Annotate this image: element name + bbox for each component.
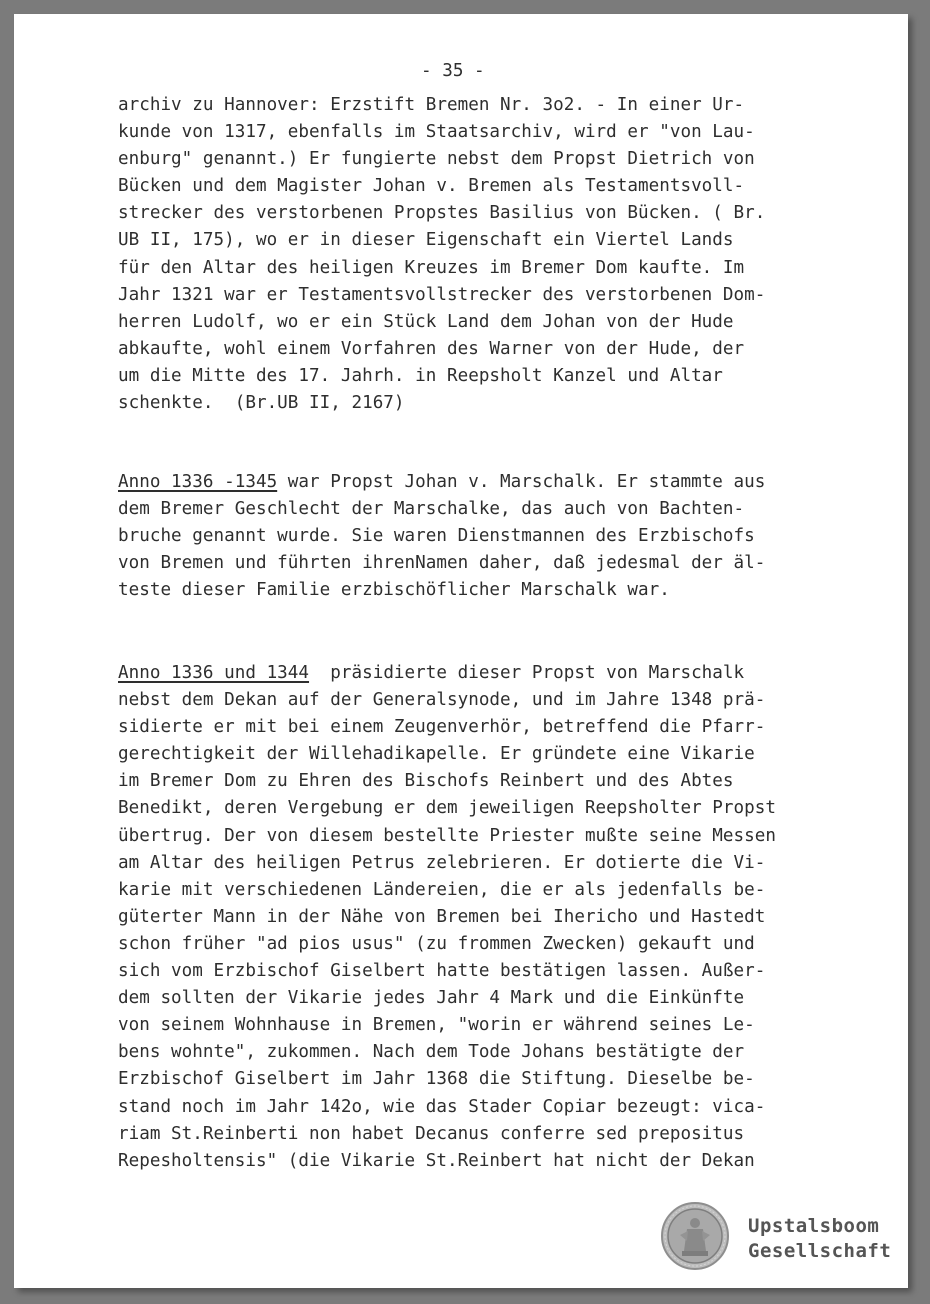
- paragraph-2: [118, 469, 765, 604]
- text-line-first: [118, 469, 765, 496]
- text-line-first: [118, 660, 776, 687]
- society-name-line-1: Upstalsboom: [748, 1215, 880, 1237]
- society-name-line-2: Gesellschaft: [748, 1240, 892, 1262]
- page-number: - 35 -: [421, 61, 485, 81]
- text-line: kunde von 1317, ebenfalls im Staatsarchiv, wird er "von Lau-: [118, 122, 755, 143]
- text-line: abkaufte, wohl einem Vorfahren des Warner von der Hude, der: [118, 338, 745, 359]
- text-line: am Altar des heiligen Petrus zelebrieren. Er dotierte die Vi-: [118, 852, 766, 873]
- text-line: karie mit verschiedenen Ländereien, die er als jedenfalls be-: [118, 879, 766, 900]
- text-line: UB II, 175), wo er in dieser Eigenschaft ein Viertel Lands: [118, 230, 734, 251]
- text-line: schenkte. (Br.UB II, 2167): [118, 393, 405, 414]
- text-line: bens wohnte", zukommen. Nach dem Tode Johans bestätigte der: [118, 1042, 745, 1063]
- text-line: strecker des verstorbenen Propstes Basilius von Bücken. ( Br.: [118, 203, 766, 224]
- text-line: teste dieser Familie erzbischöflicher Marschalk war.: [118, 580, 670, 601]
- society-seal-icon: [660, 1201, 730, 1271]
- text-line: riam St.Reinberti non habet Decanus conferre sed prepositus: [118, 1123, 745, 1144]
- document-page: [14, 14, 908, 1288]
- text-line: im Bremer Dom zu Ehren des Bischofs Reinbert und des Abtes: [118, 771, 734, 792]
- text-line-rest: präsidierte dieser Propst von Marschalk: [309, 663, 745, 683]
- text-line: enburg" genannt.) Er fungierte nebst dem Propst Dietrich von: [118, 149, 755, 170]
- text-line: bruche genannt wurde. Sie waren Dienstmannen des Erzbischofs: [118, 526, 755, 547]
- paragraph-1: [118, 92, 765, 417]
- society-name: [748, 1214, 891, 1264]
- text-line: dem sollten der Vikarie jedes Jahr 4 Mark und die Einkünfte: [118, 988, 745, 1009]
- paragraph-3: [118, 660, 776, 1175]
- year-heading: Anno 1336 -1345: [118, 472, 278, 492]
- text-line: übertrug. Der von diesem bestellte Priester mußte seine Messen: [118, 825, 776, 846]
- text-line: für den Altar des heiligen Kreuzes im Bremer Dom kaufte. Im: [118, 257, 745, 278]
- text-line: archiv zu Hannover: Erzstift Bremen Nr. 3o2. - In einer Ur-: [118, 95, 745, 115]
- text-line: nebst dem Dekan auf der Generalsynode, und im Jahre 1348 prä-: [118, 690, 766, 711]
- text-line-rest: war Propst Johan v. Marschalk. Er stammte aus: [277, 472, 766, 492]
- text-line: Benedikt, deren Vergebung er dem jeweiligen Reepsholter Propst: [118, 798, 776, 819]
- text-line: güterter Mann in der Nähe von Bremen bei Ihericho und Hastedt: [118, 906, 766, 927]
- text-line: von seinem Wohnhause in Bremen, "worin er während seines Le-: [118, 1015, 755, 1036]
- text-line: von Bremen und führten ihrenNamen daher, daß jedesmal der äl-: [118, 553, 766, 574]
- text-line: Repesholtensis" (die Vikarie St.Reinbert hat nicht der Dekan: [118, 1150, 755, 1171]
- year-heading: Anno 1336 und 1344: [118, 663, 310, 683]
- text-line: Erzbischof Giselbert im Jahr 1368 die Stiftung. Dieselbe be-: [118, 1069, 755, 1090]
- text-line: dem Bremer Geschlecht der Marschalke, das auch von Bachten-: [118, 499, 745, 520]
- text-line: Bücken und dem Magister Johan v. Bremen als Testamentsvoll-: [118, 176, 745, 197]
- text-line: sidierte er mit bei einem Zeugenverhör, betreffend die Pfarr-: [118, 717, 766, 738]
- text-line: um die Mitte des 17. Jahrh. in Reepsholt Kanzel und Altar: [118, 365, 723, 386]
- text-line: sich vom Erzbischof Giselbert hatte bestätigen lassen. Außer-: [118, 961, 766, 982]
- text-line: Jahr 1321 war er Testamentsvollstrecker des verstorbenen Dom-: [118, 284, 766, 305]
- text-line: herren Ludolf, wo er ein Stück Land dem Johan von der Hude: [118, 311, 734, 332]
- text-line: schon früher "ad pios usus" (zu frommen Zwecken) gekauft und: [118, 933, 755, 954]
- text-line: stand noch im Jahr 142o, wie das Stader Copiar bezeugt: vica-: [118, 1096, 766, 1117]
- text-line: gerechtigkeit der Willehadikapelle. Er gründete eine Vikarie: [118, 744, 755, 765]
